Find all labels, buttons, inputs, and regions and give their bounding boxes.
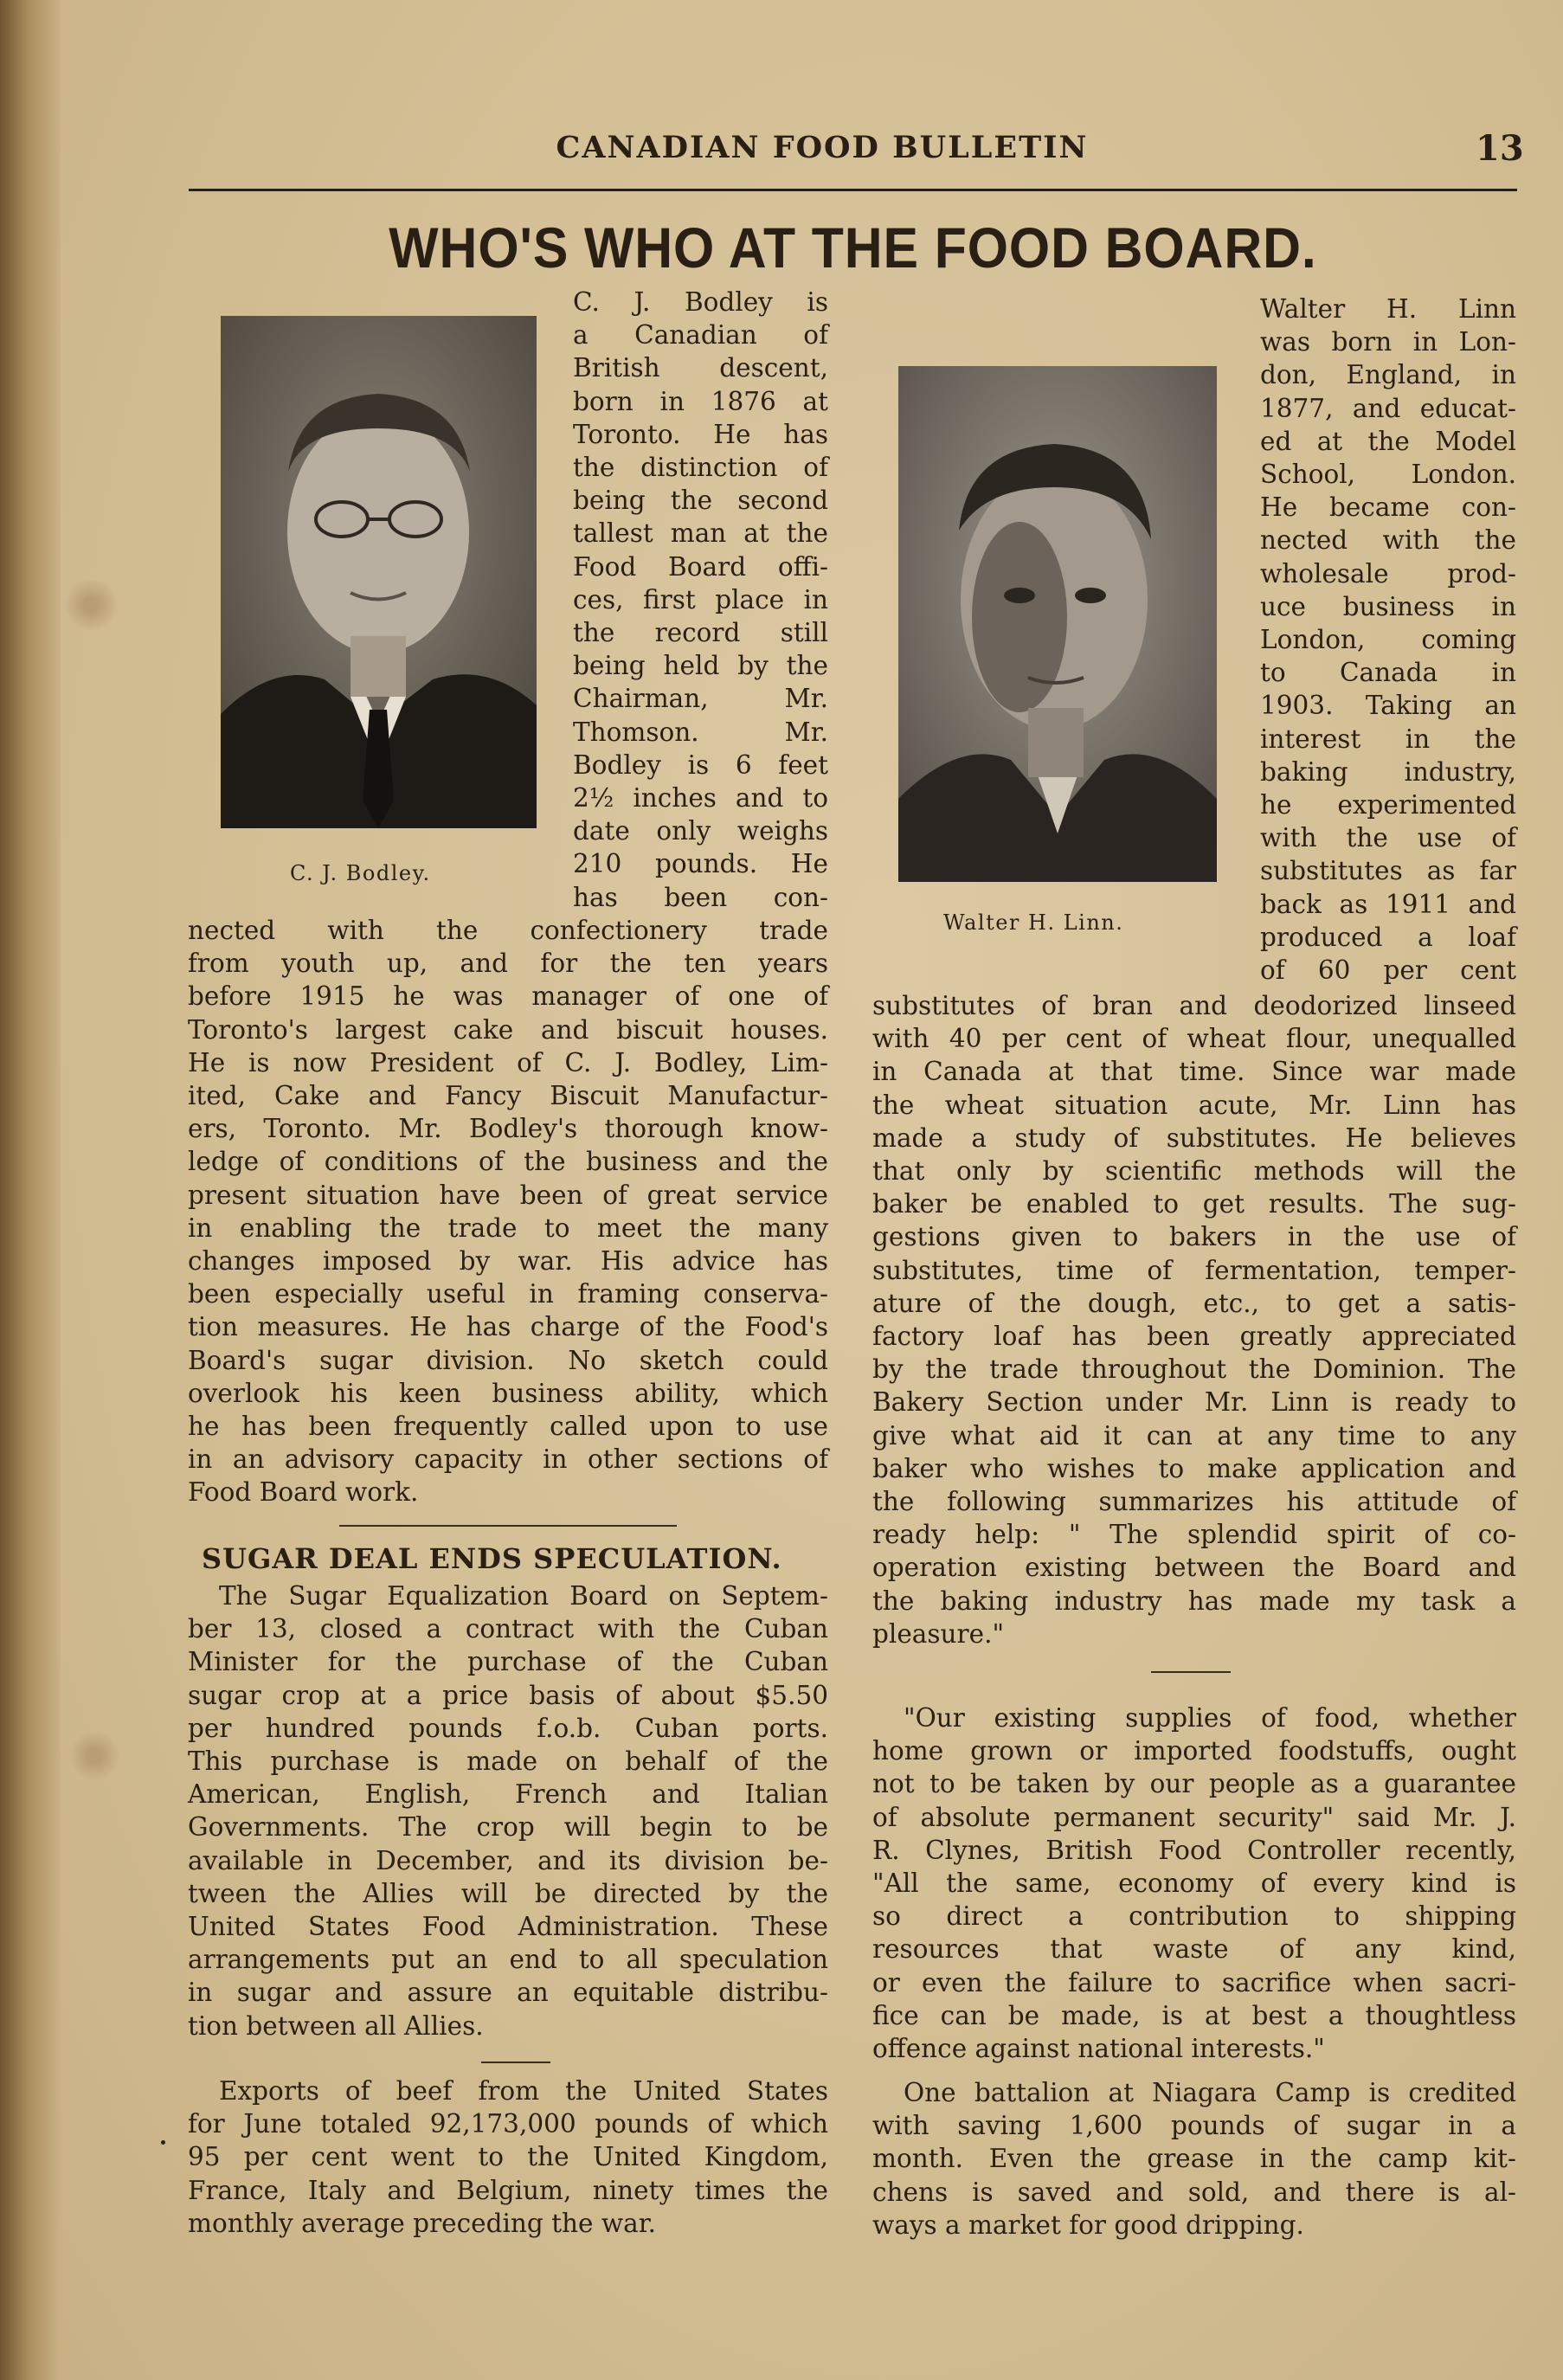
- text-line: substitutes of bran and deodorized linseed: [872, 991, 1516, 1020]
- binding-hole: [69, 1731, 119, 1781]
- text-line: ces, first place in: [573, 584, 828, 614]
- page-number: 13: [1476, 128, 1524, 169]
- text-line: Minister for the purchase of the Cuban: [188, 1647, 828, 1677]
- text-line: month. Even the grease in the camp kit-: [872, 2144, 1516, 2174]
- running-head: CANADIAN FOOD BULLETIN: [556, 130, 1089, 165]
- bodley-portrait: [221, 316, 537, 828]
- text-line: or even the failure to sacrifice when sacri-: [872, 1967, 1516, 1997]
- bodley-caption: C. J. Bodley.: [290, 861, 431, 885]
- text-line: wholesale prod-: [1260, 558, 1516, 589]
- text-line: ed at the Model: [1260, 426, 1516, 456]
- text-line: in an advisory capacity in other sections of: [188, 1444, 828, 1475]
- text-line: 95 per cent went to the United Kingdom,: [188, 2142, 828, 2172]
- bodley-article-body: [188, 914, 828, 1509]
- text-line: gestions given to bakers in the use of: [872, 1222, 1516, 1252]
- text-line: British descent,: [573, 353, 828, 383]
- text-line: in Canada at that time. Since war made: [872, 1057, 1516, 1087]
- text-line: Governments. The crop will begin to be: [188, 1812, 828, 1843]
- text-line: he experimented: [1260, 790, 1516, 820]
- text-line: Bakery Section under Mr. Linn is ready to: [872, 1387, 1516, 1418]
- text-line: substitutes, time of fermentation, temper-: [872, 1255, 1516, 1285]
- text-line: tion between all Allies.: [188, 2010, 484, 2041]
- text-line: the baking industry has made my task a: [872, 1586, 1516, 1616]
- text-line: uce business in: [1260, 591, 1516, 621]
- article-title: WHO'S WHO AT THE FOOD BOARD.: [389, 215, 1317, 280]
- text-line: He is now President of C. J. Bodley, Lim-: [188, 1047, 828, 1077]
- linn-caption: Walter H. Linn.: [943, 910, 1124, 935]
- text-line: not to be taken by our people as a guarantee: [872, 1769, 1516, 1799]
- text-line: the record still: [573, 618, 828, 648]
- text-line: back as 1911 and: [1260, 889, 1516, 919]
- text-line: sugar crop at a price basis of about $5.50: [188, 1680, 828, 1710]
- text-line: to Canada in: [1260, 658, 1516, 688]
- section-divider: [1151, 1671, 1231, 1673]
- text-line: This purchase is made on behalf of the: [188, 1746, 828, 1777]
- sugar-heading: SUGAR DEAL ENDS SPECULATION.: [202, 1542, 782, 1575]
- text-line: substitutes as far: [1260, 856, 1516, 886]
- text-line: being the second: [573, 486, 828, 516]
- text-line: The Sugar Equalization Board on Septem-: [219, 1581, 828, 1611]
- text-line: of 60 per cent: [1260, 955, 1516, 986]
- text-line: been especially useful in framing conserva-: [188, 1279, 828, 1309]
- text-line: 210 pounds. He: [573, 849, 828, 879]
- text-line: was born in Lon-: [1260, 327, 1516, 357]
- text-line: ber 13, closed a contract with the Cuban: [188, 1614, 828, 1644]
- text-line: the wheat situation acute, Mr. Linn has: [872, 1090, 1516, 1120]
- text-line: ers, Toronto. Mr. Bodley's thorough know-: [188, 1114, 828, 1144]
- text-line: 2½ inches and to: [573, 783, 828, 814]
- binding-hole: [66, 580, 116, 630]
- text-line: available in December, and its division be-: [188, 1845, 828, 1875]
- text-line: baker who wishes to make application and: [872, 1453, 1516, 1483]
- text-line: has been con-: [573, 882, 828, 912]
- header-rule: [189, 189, 1517, 191]
- text-line: operation existing between the Board and: [872, 1553, 1516, 1583]
- text-line: give what aid it can at any time to any: [872, 1420, 1516, 1451]
- text-line: chens is saved and sold, and there is al-: [872, 2177, 1516, 2207]
- text-line: home grown or imported foodstuffs, ought: [872, 1736, 1516, 1766]
- text-line: "All the same, economy of every kind is: [872, 1869, 1516, 1899]
- text-line: fice can be made, is at best a thoughtless: [872, 2000, 1516, 2030]
- text-line: United States Food Administration. These: [188, 1912, 828, 1942]
- text-line: for June totaled 92,173,000 pounds of which: [188, 2109, 828, 2139]
- text-line: "Our existing supplies of food, whether: [904, 1703, 1516, 1733]
- text-line: Bodley is 6 feet: [573, 749, 828, 780]
- book-binding: [0, 0, 61, 2380]
- margin-mark: [161, 2140, 165, 2145]
- text-line: with the use of: [1260, 823, 1516, 853]
- text-line: Walter H. Linn: [1260, 294, 1516, 324]
- text-line: monthly average preceding the war.: [188, 2208, 656, 2238]
- text-line: don, England, in: [1260, 360, 1516, 390]
- text-line: by the trade throughout the Dominion. The: [872, 1354, 1516, 1385]
- battalion-paragraph: [872, 2076, 1516, 2242]
- text-line: born in 1876 at: [573, 386, 828, 416]
- text-line: R. Clynes, British Food Controller recently,: [872, 1835, 1516, 1865]
- text-line: made a study of substitutes. He believes: [872, 1122, 1516, 1153]
- text-line: resources that waste of any kind,: [872, 1934, 1516, 1965]
- text-line: Toronto's largest cake and biscuit houses.: [188, 1014, 828, 1045]
- text-line: a Canadian of: [573, 320, 828, 351]
- text-line: arrangements put an end to all speculation: [188, 1945, 828, 1975]
- text-line: baking industry,: [1260, 756, 1516, 787]
- text-line: Chairman, Mr.: [573, 684, 828, 714]
- text-line: tion measures. He has charge of the Food's: [188, 1312, 828, 1342]
- text-line: France, Italy and Belgium, ninety times the: [188, 2175, 828, 2205]
- text-line: nected with the confectionery trade: [188, 916, 828, 945]
- text-line: C. J. Bodley is: [573, 287, 828, 317]
- linn-intro-column: [1260, 293, 1516, 987]
- text-line: interest in the: [1260, 724, 1516, 754]
- text-line: present situation have been of great service: [188, 1180, 828, 1210]
- text-line: nected with the: [1260, 525, 1516, 556]
- text-line: Food Board work.: [188, 1477, 419, 1508]
- text-line: One battalion at Niagara Camp is credited: [904, 2078, 1516, 2107]
- text-line: changes imposed by war. His advice has: [188, 1246, 828, 1277]
- text-line: in enabling the trade to meet the many: [188, 1213, 828, 1243]
- text-line: 1903. Taking an: [1260, 691, 1516, 721]
- text-line: baker be enabled to get results. The sug-: [872, 1189, 1516, 1219]
- text-line: pleasure.": [872, 1618, 1005, 1649]
- text-line: that only by scientific methods will the: [872, 1156, 1516, 1187]
- text-line: so direct a contribution to shipping: [872, 1901, 1516, 1932]
- text-line: ways a market for good dripping.: [872, 2210, 1304, 2240]
- text-line: factory loaf has been greatly appreciated: [872, 1322, 1516, 1352]
- text-line: ature of the dough, etc., to get a satis-: [872, 1288, 1516, 1318]
- text-line: offence against national interests.": [872, 2034, 1325, 2064]
- section-divider: [339, 1525, 677, 1527]
- linn-article-body: [872, 989, 1516, 1650]
- beef-exports-paragraph: [188, 2074, 828, 2240]
- section-divider: [481, 2062, 550, 2063]
- text-line: tween the Allies will be directed by the: [188, 1878, 828, 1908]
- text-line: He became con-: [1260, 492, 1516, 523]
- text-line: from youth up, and for the ten years: [188, 949, 828, 979]
- clynes-quote-paragraph: [872, 1701, 1516, 2065]
- text-line: tallest man at the: [573, 518, 828, 549]
- text-line: Toronto. He has: [573, 419, 828, 449]
- text-line: being held by the: [573, 651, 828, 681]
- text-line: ledge of conditions of the business and the: [188, 1147, 828, 1177]
- text-line: he has been frequently called upon to use: [188, 1412, 828, 1442]
- sugar-article-body: [188, 1579, 828, 2042]
- text-line: the distinction of: [573, 453, 828, 483]
- text-line: with 40 per cent of wheat flour, unequalled: [872, 1024, 1516, 1054]
- text-line: in sugar and assure an equitable distribu-: [188, 1978, 828, 2008]
- text-line: per hundred pounds f.o.b. Cuban ports.: [188, 1713, 828, 1743]
- text-line: London, coming: [1260, 625, 1516, 655]
- text-line: Food Board offi-: [573, 551, 828, 582]
- text-line: with saving 1,600 pounds of sugar in a: [872, 2111, 1516, 2141]
- text-line: Thomson. Mr.: [573, 717, 828, 747]
- linn-portrait: [898, 366, 1217, 882]
- text-line: American, English, French and Italian: [188, 1779, 828, 1810]
- text-line: produced a loaf: [1260, 922, 1516, 952]
- text-line: Board's sugar division. No sketch could: [188, 1345, 828, 1375]
- text-line: overlook his keen business ability, which: [188, 1378, 828, 1408]
- text-line: ited, Cake and Fancy Biscuit Manufactur-: [188, 1081, 828, 1111]
- text-line: ready help: " The splendid spirit of co-: [872, 1520, 1516, 1550]
- text-line: Exports of beef from the United States: [219, 2076, 828, 2106]
- text-line: before 1915 he was manager of one of: [188, 981, 828, 1012]
- text-line: 1877, and educat-: [1260, 393, 1516, 423]
- text-line: School, London.: [1260, 460, 1516, 490]
- text-line: the following summarizes his attitude of: [872, 1487, 1516, 1517]
- bodley-intro-column: [573, 286, 828, 914]
- text-line: of absolute permanent security" said Mr. J.: [872, 1802, 1516, 1832]
- text-line: date only weighs: [573, 816, 828, 846]
